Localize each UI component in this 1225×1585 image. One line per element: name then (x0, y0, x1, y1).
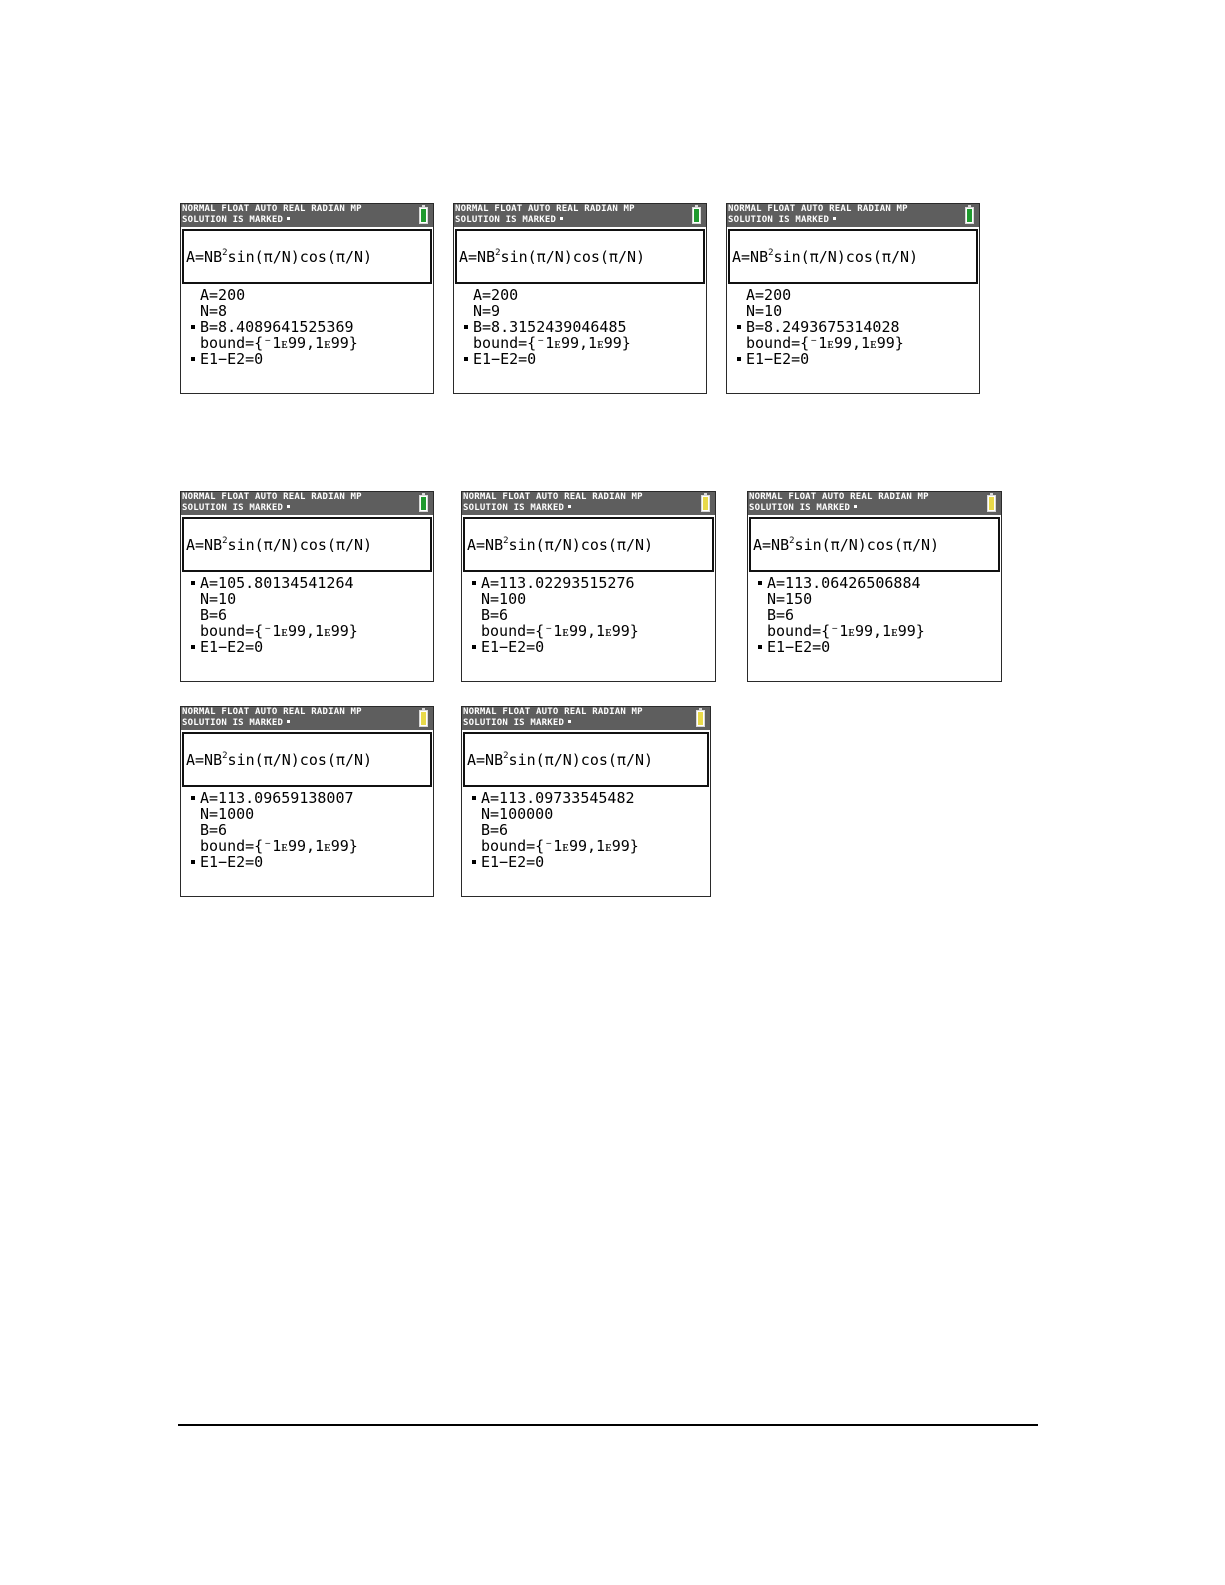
variable-text: E1−E2=0 (481, 853, 545, 871)
variable-text: B=8.2493675314028 (746, 318, 900, 336)
variable-text: N=150 (767, 590, 813, 608)
equation-rhs: sin(π/N)cos(π/N) (227, 536, 373, 554)
equation-lhs: A=NB (459, 248, 496, 266)
variable-row[interactable] (462, 822, 710, 838)
equation-text (186, 536, 372, 554)
variable-row[interactable] (181, 623, 433, 639)
variable-text: A=200 (473, 286, 519, 304)
variable-row[interactable] (748, 623, 1001, 639)
battery-icon (419, 495, 428, 512)
variable-row[interactable] (181, 287, 433, 303)
solver-status-line (182, 718, 290, 729)
variable-text: E1−E2=0 (746, 350, 810, 368)
variable-text: A=113.09659138007 (200, 789, 354, 807)
solver-status-line (455, 215, 563, 226)
variable-text: bound={⁻1ᴇ99,1ᴇ99} (473, 334, 631, 352)
marked-square-icon (758, 581, 762, 585)
battery-level (421, 497, 426, 510)
equation-text (732, 248, 918, 266)
status-bar (181, 492, 433, 515)
status-bar (727, 204, 979, 227)
variable-row[interactable] (462, 806, 710, 822)
mode-status-text: NORMAL FLOAT AUTO REAL RADIAN MP (182, 492, 362, 502)
variable-list (454, 287, 706, 367)
equation-box[interactable] (182, 517, 432, 572)
equation-rhs: sin(π/N)cos(π/N) (508, 536, 654, 554)
variable-row[interactable] (462, 639, 715, 655)
battery-level (694, 209, 699, 222)
status-bar (181, 707, 433, 730)
variable-text: E1−E2=0 (200, 350, 264, 368)
marked-square-icon (464, 325, 468, 329)
status-bar (462, 707, 710, 730)
status-bar (748, 492, 1001, 515)
mode-status-text: NORMAL FLOAT AUTO REAL RADIAN MP (182, 204, 362, 214)
marked-square-icon (287, 720, 290, 723)
equation-box[interactable] (749, 517, 1000, 572)
variable-row[interactable] (181, 854, 433, 870)
equation-lhs: A=NB (467, 536, 504, 554)
variable-text: N=10 (746, 302, 783, 320)
variable-row[interactable] (454, 335, 706, 351)
equation-exponent: 2 (222, 536, 228, 546)
equation-exponent: 2 (503, 536, 509, 546)
variable-row[interactable] (454, 319, 706, 335)
mode-status-text: NORMAL FLOAT AUTO REAL RADIAN MP (728, 204, 908, 214)
equation-lhs: A=NB (186, 248, 223, 266)
calculator-screen-3 (726, 203, 980, 394)
variable-text: bound={⁻1ᴇ99,1ᴇ99} (481, 622, 639, 640)
marked-square-icon (464, 357, 468, 361)
calculator-screen-5 (461, 491, 716, 682)
variable-list (181, 287, 433, 367)
marked-square-icon (191, 860, 195, 864)
variable-list (462, 575, 715, 655)
variable-text: N=8 (200, 302, 228, 320)
variable-row[interactable] (462, 591, 715, 607)
equation-exponent: 2 (503, 751, 509, 761)
equation-text (467, 536, 653, 554)
equation-lhs: A=NB (753, 536, 790, 554)
variable-text: bound={⁻1ᴇ99,1ᴇ99} (200, 837, 358, 855)
variable-text: B=6 (481, 821, 509, 839)
marked-square-icon (472, 796, 476, 800)
variable-text: A=113.09733545482 (481, 789, 635, 807)
equation-exponent: 2 (495, 248, 501, 258)
variable-text: B=6 (200, 606, 228, 624)
marked-square-icon (191, 581, 195, 585)
variable-row[interactable] (181, 335, 433, 351)
equation-box[interactable] (182, 229, 432, 284)
variable-list (181, 575, 433, 655)
variable-text: B=6 (200, 821, 228, 839)
status-bar (181, 204, 433, 227)
equation-text (753, 536, 939, 554)
status-bar (462, 492, 715, 515)
marked-square-icon (758, 645, 762, 649)
marked-square-icon (191, 796, 195, 800)
solver-status-line (182, 503, 290, 514)
variable-text: E1−E2=0 (481, 638, 545, 656)
variable-row[interactable] (181, 607, 433, 623)
variable-row[interactable] (748, 639, 1001, 655)
calculator-screen-7 (180, 706, 434, 897)
variable-text: bound={⁻1ᴇ99,1ᴇ99} (746, 334, 904, 352)
solver-status-text: SOLUTION IS MARKED (463, 503, 565, 513)
variable-row[interactable] (181, 639, 433, 655)
variable-text: A=200 (746, 286, 792, 304)
battery-icon (692, 207, 701, 224)
equation-text (467, 751, 653, 769)
battery-icon (419, 710, 428, 727)
marked-square-icon (472, 581, 476, 585)
variable-row[interactable] (462, 838, 710, 854)
marked-square-icon (560, 217, 563, 220)
variable-text: A=113.02293515276 (481, 574, 635, 592)
variable-row[interactable] (462, 575, 715, 591)
variable-row[interactable] (181, 351, 433, 367)
variable-row[interactable] (181, 319, 433, 335)
battery-icon (965, 207, 974, 224)
variable-row[interactable] (454, 303, 706, 319)
equation-exponent: 2 (789, 536, 795, 546)
variable-text: E1−E2=0 (473, 350, 537, 368)
equation-box[interactable] (463, 517, 714, 572)
variable-text: N=10 (200, 590, 237, 608)
mode-status-text: NORMAL FLOAT AUTO REAL RADIAN MP (749, 492, 929, 502)
battery-level (989, 497, 994, 510)
equation-box[interactable] (455, 229, 705, 284)
calculator-screen-4 (180, 491, 434, 682)
variable-list (462, 790, 710, 870)
equation-text (459, 248, 645, 266)
mode-status-text: NORMAL FLOAT AUTO REAL RADIAN MP (455, 204, 635, 214)
solver-status-text: SOLUTION IS MARKED (728, 215, 830, 225)
solver-status-text: SOLUTION IS MARKED (463, 718, 565, 728)
variable-row[interactable] (727, 351, 979, 367)
equation-exponent: 2 (768, 248, 774, 258)
battery-icon (987, 495, 996, 512)
variable-row[interactable] (462, 790, 710, 806)
marked-square-icon (568, 505, 571, 508)
calculator-screen-2 (453, 203, 707, 394)
variable-text: bound={⁻1ᴇ99,1ᴇ99} (200, 622, 358, 640)
variable-row[interactable] (462, 623, 715, 639)
variable-text: N=100 (481, 590, 527, 608)
equation-box[interactable] (182, 732, 432, 787)
variable-row[interactable] (181, 838, 433, 854)
variable-row[interactable] (454, 351, 706, 367)
variable-row[interactable] (454, 287, 706, 303)
solver-status-text: SOLUTION IS MARKED (182, 503, 284, 513)
battery-level (703, 497, 708, 510)
variable-row[interactable] (748, 607, 1001, 623)
variable-text: E1−E2=0 (200, 853, 264, 871)
variable-row[interactable] (727, 287, 979, 303)
solver-status-line (463, 718, 571, 729)
marked-square-icon (833, 217, 836, 220)
variable-list (181, 790, 433, 870)
equation-box[interactable] (463, 732, 709, 787)
marked-square-icon (191, 357, 195, 361)
solver-status-line (182, 215, 290, 226)
equation-rhs: sin(π/N)cos(π/N) (794, 536, 940, 554)
variable-row[interactable] (181, 822, 433, 838)
solver-status-line (728, 215, 836, 226)
solver-status-text: SOLUTION IS MARKED (182, 718, 284, 728)
variable-text: N=9 (473, 302, 501, 320)
variable-row[interactable] (748, 575, 1001, 591)
marked-square-icon (737, 357, 741, 361)
equation-text (186, 248, 372, 266)
solver-status-text: SOLUTION IS MARKED (749, 503, 851, 513)
calculator-screen-8 (461, 706, 711, 897)
equation-text (186, 751, 372, 769)
variable-text: N=1000 (200, 805, 255, 823)
solver-status-line (749, 503, 857, 514)
equation-lhs: A=NB (467, 751, 504, 769)
battery-level (421, 712, 426, 725)
variable-text: bound={⁻1ᴇ99,1ᴇ99} (767, 622, 925, 640)
variable-list (748, 575, 1001, 655)
solver-status-text: SOLUTION IS MARKED (455, 215, 557, 225)
equation-lhs: A=NB (732, 248, 769, 266)
battery-level (421, 209, 426, 222)
mode-status-text: NORMAL FLOAT AUTO REAL RADIAN MP (182, 707, 362, 717)
battery-level (698, 712, 703, 725)
calculator-screen-6 (747, 491, 1002, 682)
variable-row[interactable] (181, 303, 433, 319)
battery-level (967, 209, 972, 222)
variable-text: A=113.06426506884 (767, 574, 921, 592)
mode-status-text: NORMAL FLOAT AUTO REAL RADIAN MP (463, 492, 643, 502)
footer-divider (178, 1424, 1038, 1426)
marked-square-icon (472, 860, 476, 864)
variable-row[interactable] (727, 319, 979, 335)
marked-square-icon (854, 505, 857, 508)
equation-rhs: sin(π/N)cos(π/N) (227, 751, 373, 769)
variable-row[interactable] (181, 790, 433, 806)
equation-box[interactable] (728, 229, 978, 284)
marked-square-icon (568, 720, 571, 723)
variable-text: B=6 (767, 606, 795, 624)
solver-status-line (463, 503, 571, 514)
marked-square-icon (191, 325, 195, 329)
variable-row[interactable] (727, 335, 979, 351)
variable-text: B=6 (481, 606, 509, 624)
variable-row[interactable] (181, 806, 433, 822)
variable-text: N=100000 (481, 805, 554, 823)
equation-rhs: sin(π/N)cos(π/N) (500, 248, 646, 266)
variable-text: A=105.80134541264 (200, 574, 354, 592)
variable-text: A=200 (200, 286, 246, 304)
battery-icon (701, 495, 710, 512)
variable-row[interactable] (748, 591, 1001, 607)
equation-lhs: A=NB (186, 536, 223, 554)
battery-icon (696, 710, 705, 727)
solver-status-text: SOLUTION IS MARKED (182, 215, 284, 225)
status-bar (454, 204, 706, 227)
variable-row[interactable] (462, 854, 710, 870)
variable-text: B=8.3152439046485 (473, 318, 627, 336)
variable-text: B=8.4089641525369 (200, 318, 354, 336)
variable-row[interactable] (181, 575, 433, 591)
variable-text: bound={⁻1ᴇ99,1ᴇ99} (200, 334, 358, 352)
equation-exponent: 2 (222, 248, 228, 258)
equation-rhs: sin(π/N)cos(π/N) (227, 248, 373, 266)
marked-square-icon (737, 325, 741, 329)
marked-square-icon (191, 645, 195, 649)
variable-row[interactable] (181, 591, 433, 607)
variable-row[interactable] (727, 303, 979, 319)
variable-text: E1−E2=0 (767, 638, 831, 656)
variable-list (727, 287, 979, 367)
battery-icon (419, 207, 428, 224)
equation-rhs: sin(π/N)cos(π/N) (508, 751, 654, 769)
marked-square-icon (287, 505, 290, 508)
variable-row[interactable] (462, 607, 715, 623)
variable-text: bound={⁻1ᴇ99,1ᴇ99} (481, 837, 639, 855)
equation-rhs: sin(π/N)cos(π/N) (773, 248, 919, 266)
equation-lhs: A=NB (186, 751, 223, 769)
calculator-screen-1 (180, 203, 434, 394)
mode-status-text: NORMAL FLOAT AUTO REAL RADIAN MP (463, 707, 643, 717)
marked-square-icon (287, 217, 290, 220)
variable-text: E1−E2=0 (200, 638, 264, 656)
equation-exponent: 2 (222, 751, 228, 761)
marked-square-icon (472, 645, 476, 649)
